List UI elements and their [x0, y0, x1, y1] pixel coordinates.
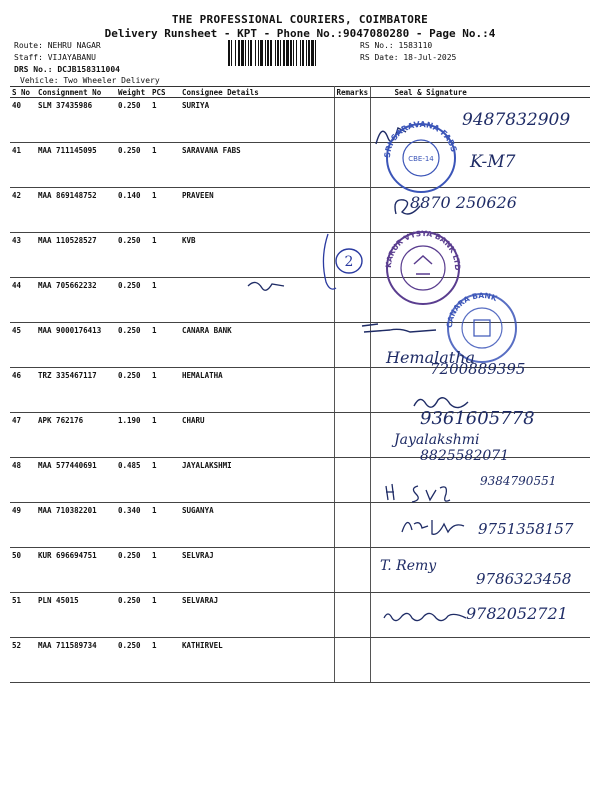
- row-weight: 0.250: [116, 548, 150, 593]
- col-sno: S No: [10, 87, 36, 98]
- barcode-bar: [275, 40, 276, 66]
- saravana-stamp-code: CBE-14: [408, 155, 434, 163]
- row-consignment: APK 762176: [36, 413, 116, 458]
- col-consignment: Consignment No: [36, 87, 116, 98]
- row-weight: 0.250: [116, 233, 150, 278]
- row-sno: 48: [10, 458, 36, 503]
- row-consignment: PLN 45015: [36, 593, 116, 638]
- row-pcs: 1: [150, 143, 180, 188]
- row-consignee: KATHIRVEL: [180, 638, 334, 683]
- handwritten-phone-48: 8825582071: [420, 448, 510, 464]
- runsheet-table: [10, 86, 590, 683]
- signature-44: [246, 276, 286, 296]
- row-remarks: [334, 368, 370, 413]
- barcode-bar: [265, 40, 266, 66]
- col-remarks: Remarks: [334, 87, 370, 98]
- row-weight: 0.250: [116, 278, 150, 323]
- drs-number: DRS No.: DCJB158311004: [14, 65, 120, 74]
- signature-52: [380, 606, 470, 628]
- col-weight: Weight: [116, 87, 150, 98]
- row-consignee: SELVRAJ: [180, 548, 334, 593]
- row-pcs: 1: [150, 98, 180, 143]
- row-remarks: [334, 548, 370, 593]
- remark-circle-number: 2: [344, 254, 354, 270]
- barcode-bar: [231, 40, 232, 66]
- canara-stamp-text: CANARA BANK: [444, 292, 499, 329]
- barcode-bar: [315, 40, 316, 66]
- barcode-bar: [311, 40, 314, 66]
- row-consignment: KUR 696694751: [36, 548, 116, 593]
- handwritten-phone-40: 9487832909: [462, 110, 571, 130]
- signature-49: [382, 478, 462, 504]
- row-consignee: SUGANYA: [180, 503, 334, 548]
- row-remarks: [334, 413, 370, 458]
- handwritten-phone-52: 9782052721: [466, 604, 568, 623]
- table-row: [10, 638, 590, 683]
- row-consignment: MAA 710382201: [36, 503, 116, 548]
- row-weight: 0.140: [116, 188, 150, 233]
- row-consignment: TRZ 335467117: [36, 368, 116, 413]
- row-consignment: SLM 37435986: [36, 98, 116, 143]
- kvb-stamp-text: KARUR VYSYA BANK LTD: [383, 228, 463, 271]
- row-pcs: 1: [150, 593, 180, 638]
- handwritten-phone-49: 9384790551: [480, 474, 557, 488]
- barcode-bar: [308, 40, 310, 66]
- table-header-row: [10, 87, 590, 98]
- saravana-fabs-stamp: [376, 118, 466, 198]
- row-consignment: MAA 577440691: [36, 458, 116, 503]
- row-remarks: [334, 593, 370, 638]
- row-consignment: MAA 9000176413: [36, 323, 116, 368]
- row-consignee: SELVARAJ: [180, 593, 334, 638]
- row-sno: 44: [10, 278, 36, 323]
- barcode-bar: [280, 40, 281, 66]
- row-weight: 0.250: [116, 593, 150, 638]
- col-signature: Seal & Signature: [370, 87, 590, 98]
- rs-date: RS Date: 18-Jul-2025: [360, 53, 457, 62]
- rs-number: RS No.: 1583110: [360, 41, 433, 50]
- barcode: [228, 40, 354, 66]
- row-pcs: 1: [150, 503, 180, 548]
- row-consignee: SARAVANA FABS: [180, 143, 334, 188]
- row-sno: 46: [10, 368, 36, 413]
- signature-45: [360, 318, 440, 340]
- row-remarks: [334, 143, 370, 188]
- barcode-bar: [306, 40, 307, 66]
- row-sno: 50: [10, 548, 36, 593]
- row-remarks: [334, 503, 370, 548]
- row-sno: 43: [10, 233, 36, 278]
- runsheet-subtitle: Delivery Runsheet - KPT - Phone No.:9047080280 - Page No.:4: [104, 27, 496, 40]
- row-weight: 0.250: [116, 368, 150, 413]
- barcode-bar: [260, 40, 263, 66]
- row-pcs: 1: [150, 413, 180, 458]
- row-pcs: 1: [150, 188, 180, 233]
- row-consignment: MAA 705662232: [36, 278, 116, 323]
- row-consignment: MAA 711589734: [36, 638, 116, 683]
- barcode-bar: [228, 40, 230, 66]
- handwritten-name-46: Hemalatha: [386, 348, 476, 367]
- row-sno: 40: [10, 98, 36, 143]
- barcode-bar: [293, 40, 294, 66]
- remark-circle-44: [334, 246, 364, 276]
- row-pcs: 1: [150, 368, 180, 413]
- staff-label: Staff: VIJAYABANU: [14, 53, 96, 62]
- col-pcs: PCS: [150, 87, 180, 98]
- row-consignee: HEMALATHA: [180, 368, 334, 413]
- barcode-bar: [250, 40, 252, 66]
- handwritten-name-48: Jayalakshmi: [394, 432, 480, 448]
- handwritten-phone-47: 9361605778: [420, 408, 535, 429]
- barcode-bar: [255, 40, 256, 66]
- barcode-bar: [277, 40, 279, 66]
- row-weight: 0.250: [116, 98, 150, 143]
- row-sno: 42: [10, 188, 36, 233]
- row-consignee: PRAVEEN: [180, 188, 334, 233]
- row-weight: 0.250: [116, 638, 150, 683]
- barcode-bar: [245, 40, 246, 66]
- row-sno: 41: [10, 143, 36, 188]
- barcode-bar: [235, 40, 236, 66]
- barcode-bar: [248, 40, 249, 66]
- barcode-bar: [270, 40, 272, 66]
- row-weight: 0.250: [116, 143, 150, 188]
- row-weight: 0.485: [116, 458, 150, 503]
- handwritten-phone-46: 7200889395: [430, 360, 526, 378]
- row-pcs: 1: [150, 323, 180, 368]
- route-label: Route: NEHRU NAGAR: [14, 41, 101, 50]
- row-consignee: CHARU: [180, 413, 334, 458]
- row-pcs: 1: [150, 638, 180, 683]
- row-pcs: 1: [150, 548, 180, 593]
- row-sno: 49: [10, 503, 36, 548]
- barcode-bar: [300, 40, 301, 66]
- handwritten-41: K-M7: [470, 152, 516, 172]
- company-title: THE PROFESSIONAL COURIERS, COIMBATORE: [171, 13, 429, 26]
- barcode-bar: [296, 40, 297, 66]
- barcode-bar: [290, 40, 292, 66]
- saravana-stamp-text: SRI SARAVANA FABS: [382, 119, 459, 159]
- row-consignment: MAA 869148752: [36, 188, 116, 233]
- handwritten-phone-50: 9751358157: [478, 520, 574, 538]
- col-consignee: Consignee Details: [180, 87, 334, 98]
- table-row: [10, 233, 590, 278]
- row-consignee: KVB: [180, 233, 334, 278]
- row-weight: 0.250: [116, 323, 150, 368]
- barcode-bar: [238, 40, 240, 66]
- row-consignee: CANARA BANK: [180, 323, 334, 368]
- row-sno: 45: [10, 323, 36, 368]
- row-pcs: 1: [150, 233, 180, 278]
- row-weight: 0.340: [116, 503, 150, 548]
- row-remarks: [334, 638, 370, 683]
- handwritten-phone-51: 9786323458: [476, 570, 572, 588]
- barcode-bar: [302, 40, 304, 66]
- barcode-bar: [286, 40, 289, 66]
- barcode-bar: [283, 40, 285, 66]
- handwritten-phone-42: 8870 250626: [410, 193, 517, 212]
- barcode-bar: [258, 40, 259, 66]
- barcode-bar: [267, 40, 269, 66]
- row-remarks: [334, 188, 370, 233]
- row-remarks: [334, 98, 370, 143]
- row-remarks: [334, 458, 370, 503]
- vehicle-label: Vehicle: Two Wheeler Delivery: [20, 76, 160, 85]
- row-sno: 47: [10, 413, 36, 458]
- barcode-bar: [241, 40, 244, 66]
- signature-50: [398, 512, 468, 538]
- row-pcs: 1: [150, 278, 180, 323]
- row-consignee: JAYALAKSHMI: [180, 458, 334, 503]
- row-consignment: MAA 711145095: [36, 143, 116, 188]
- row-consignee: SURIYA: [180, 98, 334, 143]
- row-pcs: 1: [150, 458, 180, 503]
- row-sno: 52: [10, 638, 36, 683]
- row-sno: 51: [10, 593, 36, 638]
- handwritten-name-51: T. Remy: [380, 558, 437, 574]
- row-signature-cell: [370, 638, 590, 683]
- row-consignment: MAA 110528527: [36, 233, 116, 278]
- row-weight: 1.190: [116, 413, 150, 458]
